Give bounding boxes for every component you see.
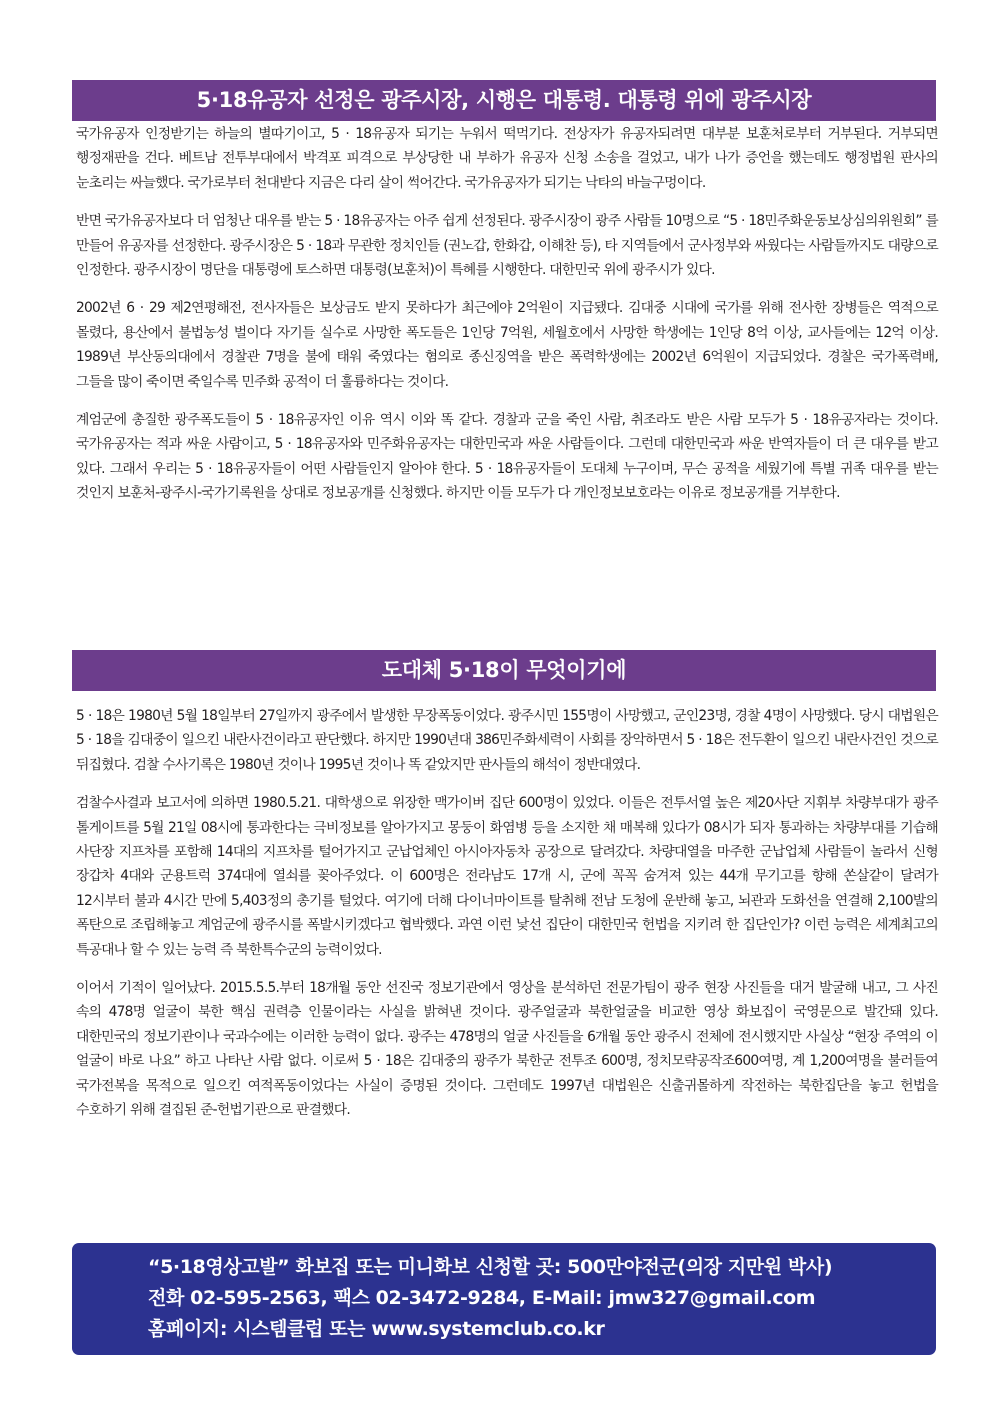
contact-phone-email: 전화 02-595-2563, 팩스 02-3472-9284, E-Mail: jmw327@gmail.com	[148, 1287, 816, 1309]
paragraph: 검찰수사결과 보고서에 의하면 1980.5.21. 대학생으로 위장한 맥가이버 집단 600명이 있었다. 이들은 전투서열 높은 제20사단 지휘부 차량부대가 광주 톨게이트를 5월 21일 08시에 통과한다는 극비정보를 알아가지고 몽둥이 화염병 등을 소지한 채 매복해 있다가 08시가 되자 통과하는 차량부대를 기습해 사단장 지프차를 포함해 14대의 지프차를 털어가지고 군납업체인 아시아자동차 공장으로 달려갔다. 차량대열을 마주한 군납업체 사람들이 놀라서 신형 장갑차 4대와 군용트럭 374대에 열쇠를 꽂아주었다. 이 600명은 전라남도 17개 시, 군에 꼭꼭 숨겨져 있는 44개 무기고를 향해 쏜살같이 달려가 12시부터 불과 4시간 만에 5,403정의 총기를 털었다. 여기에 더해 다이너마이트를 탈취해 전남 도청에 운반해 놓고, 뇌관과 도화선을 연결해 2,100발의 폭탄으로 조립해놓고 계엄군에 광주시를 폭발시키겠다고 협박했다. 과연 이런 낯선 집단이 대한민국 헌법을 지키려 한 집단인가? 이런 능력은 세계최고의 특공대나 할 수 있는 능력 즉 북한특수군의 능력이었다.	[76, 795, 938, 958]
contact-order-info: “5·18영상고발” 화보집 또는 미니화보 신청할 곳: 500만야전군(의장 지만원 박사)	[148, 1256, 833, 1278]
paragraph: 국가유공자 인정받기는 하늘의 별따기이고, 5 · 18유공자 되기는 누워서 떡먹기다. 전상자가 유공자되려면 대부분 보훈처로부터 거부된다. 거부되면 행정재판을 건다. 베트남 전투부대에서 박격포 피격으로 부상당한 내 부하가 유공자 신청 소송을 걸었고, 내가 나가 증언을 했는데도 행정법원 판사의 눈초리는 싸늘했다. 국가로부터 천대받다 지금은 다리 살이 썩어간다. 국가유공자가 되기는 낙타의 바늘구멍이다.	[76, 126, 938, 191]
section-1-title: 5·18유공자 선정은 광주시장, 시행은 대통령. 대통령 위에 광주시장	[72, 80, 936, 121]
paragraph: 반면 국가유공자보다 더 엄청난 대우를 받는 5 · 18유공자는 아주 쉽게 선정된다. 광주시장이 광주 사람들 10명으로 “5 · 18민주화운동보상심의위원회” 를 만들어 유공자를 선정한다. 광주시장은 5 · 18과 무관한 정치인들 (권노갑, 한화갑, 이해찬 등), 타 지역들에서 군사정부와 싸웠다는 사람들까지도 대량으로 인정한다. 광주시장이 명단을 대통령에 토스하면 대통령(보훈처)이 특혜를 시행한다. 대한민국 위에 광주시가 있다.	[76, 213, 938, 279]
contact-homepage: 홈페이지: 시스템클럽 또는 www.systemclub.co.kr	[148, 1318, 605, 1340]
section-1-body	[76, 122, 938, 520]
contact-box	[72, 1243, 936, 1355]
section-2-title: 도대체 5·18이 무엇이기에	[72, 650, 936, 691]
paragraph: 2002년 6 · 29 제2연평해전, 전사자들은 보상금도 받지 못하다가 최근에야 2억원이 지급됐다. 김대중 시대에 국가를 위해 전사한 장병들은 역적으로 몰렸다, 용산에서 불법농성 벌이다 자기들 실수로 사망한 폭도들은 1인당 7억원, 세월호에서 사망한 학생에는 1인당 8억 이상, 교사들에는 12억 이상. 1989년 부산동의대에서 경찰관 7명을 불에 태워 죽였다는 혐의로 종신징역을 받은 폭력학생에는 2002년 6억원이 지급되었다. 경찰은 국가폭력배, 그들을 많이 죽이면 죽일수록 민주화 공적이 더 훌륭하다는 것이다.	[76, 300, 938, 390]
paragraph: 계엄군에 총질한 광주폭도들이 5 · 18유공자인 이유 역시 이와 똑 같다. 경찰과 군을 죽인 사람, 취조라도 받은 사람 모두가 5 · 18유공자라는 것이다. 국가유공자는 적과 싸운 사람이고, 5 · 18유공자와 민주화유공자는 대한민국과 싸운 사람들이다. 그런데 대한민국과 싸운 반역자들이 더 큰 대우를 받고 있다. 그래서 우리는 5 · 18유공자들이 어떤 사람들인지 알아야 한다. 5 · 18유공자들이 도대체 누구이며, 무슨 공적을 세웠기에 특별 귀족 대우를 받는 것인지 보훈처-광주시-국가기록원을 상대로 정보공개를 신청했다. 하지만 이들 모두가 다 개인정보보호라는 이유로 정보공개를 거부한다.	[76, 412, 939, 502]
paragraph: 5 · 18은 1980년 5월 18일부터 27일까지 광주에서 발생한 무장폭동이었다. 광주시민 155명이 사망했고, 군인23명, 경찰 4명이 사망했다. 당시 대법원은 5 · 18을 김대중이 일으킨 내란사건이라고 판단했다. 하지만 1990년대 386민주화세력이 사회를 장악하면서 5 · 18은 전두환이 일으킨 내란사건인 것으로 뒤집혔다. 검찰 수사기록은 1980년 것이나 1995년 것이나 똑 같았지만 판사들의 해석이 정반대였다.	[76, 708, 938, 773]
section-2-body	[76, 704, 938, 1137]
paragraph: 이어서 기적이 일어났다. 2015.5.5.부터 18개월 동안 선진국 정보기관에서 영상을 분석하던 전문가팀이 광주 현장 사진들을 대거 발굴해 내고, 그 사진 속의 478명 얼굴이 북한 핵심 권력층 인물이라는 사실을 밝혀낸 것이다. 광주얼굴과 북한얼굴을 비교한 영상 화보집이 국영문으로 발간돼 있다. 대한민국의 정보기관이나 국과수에는 이러한 능력이 없다. 광주는 478명의 얼굴 사진들을 6개월 동안 광주시 전체에 전시했지만 사실상 “현장 주역의 이 얼굴이 바로 나요” 하고 나타난 사람 없다. 이로써 5 · 18은 김대중의 광주가 북한군 전투조 600명, 정치모략공작조600여명, 계 1,200여명을 불러들여 국가전복을 목적으로 일으킨 여적폭동이었다는 사실이 증명된 것이다. 그런데도 1997년 대법원은 신출귀몰하게 작전하는 북한집단을 놓고 헌법을 수호하기 위해 결집된 준-헌법기관으로 판결했다.	[76, 980, 939, 1119]
